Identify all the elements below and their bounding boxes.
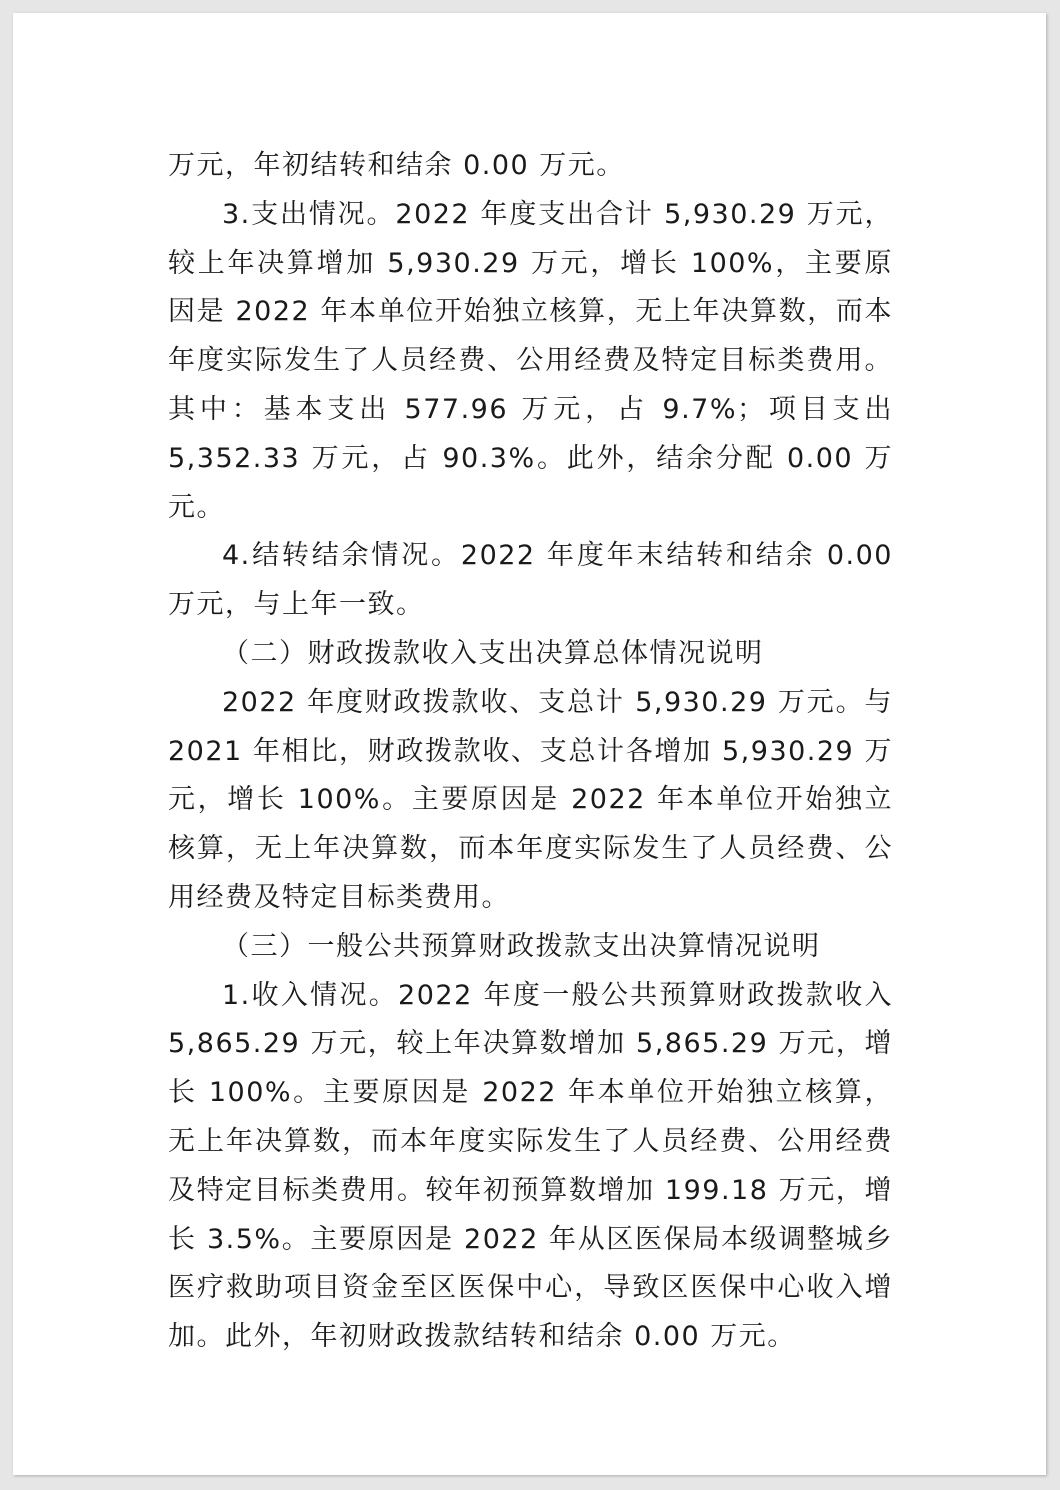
paragraph-fiscal-overall: 2022 年度财政拨款收、支总计 5,930.29 万元。与 2021 年相比，财政拨款收、支总计各增加 5,930.29 万元，增长 100%。主要原因是 2022 年本单位开始独立核算，无上年决算数，而本年度实际发生了人员经费、公用经费及特定目标类费用。 [168,686,893,913]
section-heading-2: （二）财政拨款收入支出决算总体情况说明 [222,637,764,669]
document-page [13,13,1046,1475]
document-body [168,142,893,1362]
paragraph-income: 1.收入情况。2022 年度一般公共预算财政拨款收入 5,865.29 万元，较上年决算数增加 5,865.29 万元，增长 100%。主要原因是 2022 年本单位开始独立核算，无上年决算数，而本年度实际发生了人员经费、公用经费及特定目标类费用。较年初预算数增加 199.18 万元，增长 3.5%。主要原因是 2022 年从区医保局本级调整城乡医疗救助项目资金至区医保中心，导致区医保中心收入增加。此外，年初财政拨款结转和结余 0.00 万元。 [168,979,893,1353]
section-heading-3: （三）一般公共预算财政拨款支出决算情况说明 [222,930,821,962]
paragraph-carryover: 4.结转结余情况。2022 年度年末结转和结余 0.00 万元，与上年一致。 [168,540,893,621]
paragraph-expenditure: 3.支出情况。2022 年度支出合计 5,930.29 万元，较上年决算增加 5,930.29 万元，增长 100%，主要原因是 2022 年本单位开始独立核算，无上年决算数，而本年度实际发生了人员经费、公用经费及特定目标类费用。其中：基本支出 577.96 万元，占 9.7%；项目支出 5,352.33 万元，占 90.3%。此外，结余分配 0.00 万元。 [168,198,893,523]
paragraph-continuation: 万元，年初结转和结余 0.00 万元。 [168,150,625,181]
